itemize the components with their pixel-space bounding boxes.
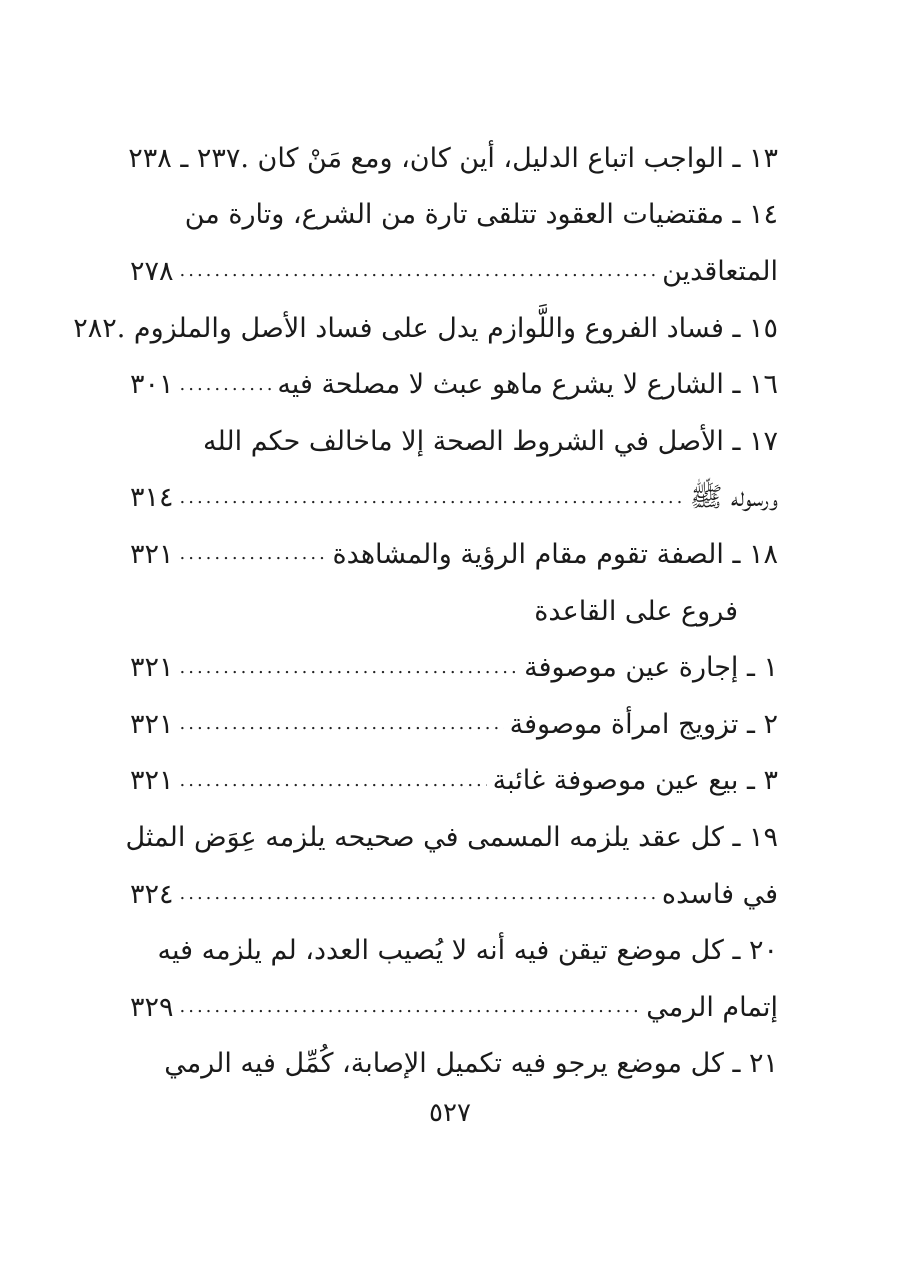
entry-title: ٢ ـ تزويج امرأة موصوفة	[509, 708, 778, 740]
entry-title: ٣ ـ بيع عين موصوفة غائبة	[492, 765, 778, 797]
dot-leader	[180, 489, 684, 507]
toc-subentry-3	[130, 753, 778, 810]
toc-subentry-2	[130, 696, 778, 753]
entry-page: ٣٢١	[130, 765, 174, 797]
toc-entry-16	[130, 356, 778, 413]
entry-page: ٣٠١	[130, 369, 174, 401]
entry-title: ١٩ ـ كل عقد يلزمه المسمى في صحيحه يلزمه عِوَض المثل	[125, 821, 778, 853]
dot-leader	[180, 376, 272, 394]
toc-entry-14-cont	[130, 243, 778, 300]
toc-subentry-1	[130, 639, 778, 696]
entry-title: ورسوله ﷺ	[689, 482, 778, 514]
dot-leader	[180, 545, 327, 563]
toc-entry-20	[130, 922, 778, 979]
entry-page: ٣٢٩	[130, 991, 174, 1023]
dot-leader	[180, 885, 656, 903]
entry-title: ١٥ ـ فساد الفروع واللَّوازم يدل على فساد الأصل والملزوم .	[116, 312, 778, 344]
toc-entry-17	[130, 413, 778, 470]
toc-entry-18	[130, 526, 778, 583]
dot-leader	[180, 262, 657, 280]
entry-page: ٢٧٨	[130, 255, 174, 287]
toc-entry-17-cont	[130, 470, 778, 527]
entry-title: ١٤ ـ مقتضيات العقود تتلقى تارة من الشرع، وتارة من	[184, 199, 778, 231]
entry-title: ٢٠ ـ كل موضع تيقن فيه أنه لا يُصيب العدد، لم يلزمه فيه	[157, 935, 778, 967]
entry-page: ٣٢٤	[130, 878, 174, 910]
page-number: ٥٢٧	[429, 1098, 471, 1128]
toc-entry-15	[73, 300, 778, 357]
entry-page: ٢٣٧ ـ ٢٣٨	[128, 142, 241, 174]
toc-entry-13	[130, 130, 778, 187]
toc-entry-20-cont	[130, 979, 778, 1036]
dot-leader	[180, 772, 487, 790]
table-of-contents	[73, 130, 778, 1092]
entry-title: إتمام الرمي	[646, 991, 778, 1023]
entry-title: ١٣ ـ الواجب اتباع الدليل، أين كان، ومع مَنْ كان .	[240, 142, 778, 174]
entry-title: في فاسده	[661, 878, 778, 910]
entry-title: ٢١ ـ كل موضع يرجو فيه تكميل الإصابة، كُمِّل فيه الرمي	[164, 1048, 778, 1080]
entry-title: ١٧ ـ الأصل في الشروط الصحة إلا ماخالف حكم الله	[202, 425, 778, 457]
entry-title: ١٨ ـ الصفة تقوم مقام الرؤية والمشاهدة	[332, 538, 778, 570]
entry-page: ٣١٤	[130, 482, 174, 514]
toc-entry-19-cont	[130, 866, 778, 923]
toc-entry-21	[130, 1036, 778, 1093]
toc-entry-14	[130, 187, 778, 244]
section-heading	[130, 583, 778, 640]
entry-title: ١٦ ـ الشارع لا يشرع ماهو عبث لا مصلحة فيه	[277, 369, 778, 401]
entry-title: المتعاقدين	[662, 255, 778, 287]
entry-page: ٣٢١	[130, 652, 174, 684]
dot-leader	[180, 998, 641, 1016]
dot-leader	[180, 659, 519, 677]
toc-entry-19	[125, 809, 778, 866]
dot-leader	[180, 715, 504, 733]
entry-page: ٢٨٢	[73, 312, 117, 344]
section-heading-text: فروع على القاعدة	[534, 595, 738, 627]
entry-title: ١ ـ إجارة عين موصوفة	[524, 652, 778, 684]
entry-page: ٣٢١	[130, 708, 174, 740]
entry-page: ٣٢١	[130, 538, 174, 570]
